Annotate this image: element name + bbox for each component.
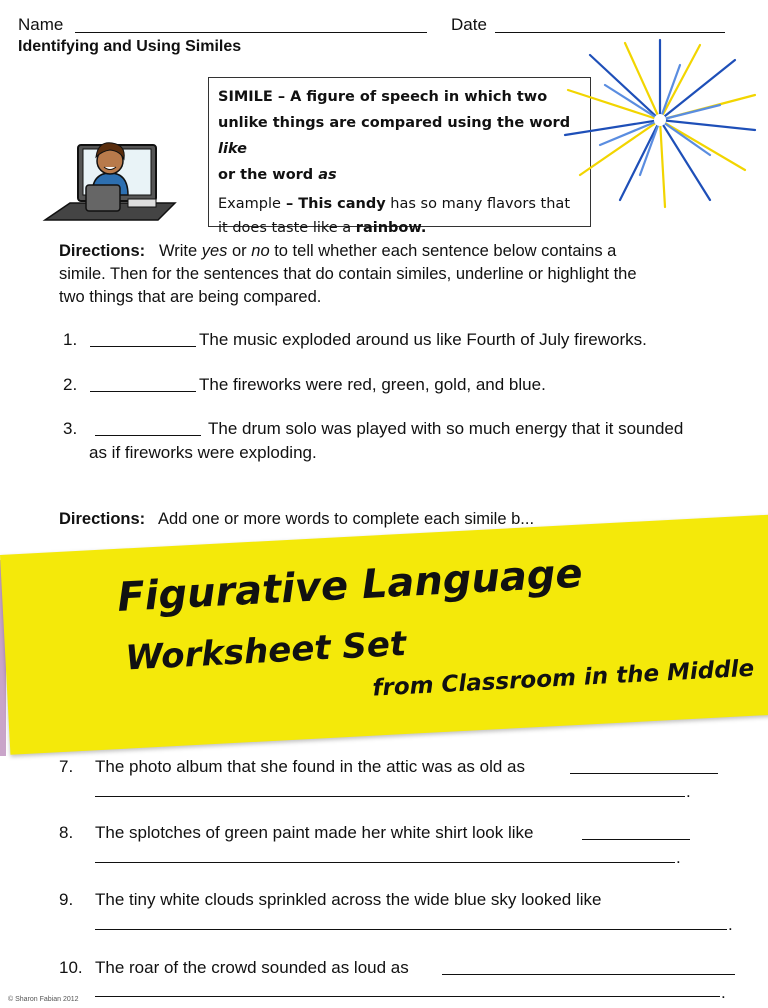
question-8-blank-b[interactable] bbox=[95, 862, 675, 863]
question-8-number: 8. bbox=[59, 823, 74, 842]
question-3-number: 3. bbox=[63, 419, 78, 438]
banner-title-line-2: Worksheet Set bbox=[124, 623, 408, 679]
question-10-number: 10. bbox=[59, 958, 83, 977]
copyright-notice: © Sharon Fabian 2012 bbox=[8, 996, 79, 1003]
definition-example: Example – This candy has so many flavors that it does taste like a rainbow. bbox=[218, 196, 571, 236]
question-7-number: 7. bbox=[59, 757, 74, 776]
question-2-number: 2. bbox=[63, 375, 78, 394]
question-9-period: . bbox=[728, 915, 733, 934]
question-1-text: The music exploded around us like Fourth of July fireworks. bbox=[199, 330, 647, 349]
definition-line-3: or the word as bbox=[218, 167, 337, 183]
banner-subtitle: from Classroom in the Middle bbox=[371, 655, 755, 702]
question-10-blank-b[interactable] bbox=[95, 996, 720, 997]
question-10-blank-a[interactable] bbox=[442, 974, 735, 975]
question-9-text: The tiny white clouds sprinkled across the wide blue sky looked like bbox=[95, 890, 602, 909]
question-3-answer-blank[interactable] bbox=[95, 435, 201, 436]
worksheet-title: Identifying and Using Similes bbox=[18, 38, 242, 55]
student-computer-illustration bbox=[40, 125, 180, 225]
question-7-text: The photo album that she found in the attic was as old as bbox=[95, 757, 525, 776]
question-9-blank[interactable] bbox=[95, 929, 727, 930]
question-10-text: The roar of the crowd sounded as loud as bbox=[95, 958, 409, 977]
question-8-blank-a[interactable] bbox=[582, 839, 690, 840]
question-1-answer-blank[interactable] bbox=[90, 346, 196, 347]
question-8-period: . bbox=[676, 848, 681, 867]
date-label: Date bbox=[451, 15, 487, 34]
directions-part-2: Directions: Add one or more words to complete each simile b... bbox=[59, 510, 535, 528]
question-3-text-continued: as if fireworks were exploding. bbox=[89, 443, 317, 462]
directions-part-1: Directions: Write yes or no to tell whether each sentence below contains a simile. Then for the sentences that do contain similes, underline or highlight the two things that are being compared. bbox=[59, 242, 637, 306]
question-7-period: . bbox=[686, 782, 691, 801]
question-8-text: The splotches of green paint made her white shirt look like bbox=[95, 823, 534, 842]
title-banner bbox=[0, 514, 768, 755]
question-7-blank-b[interactable] bbox=[95, 796, 685, 797]
name-field[interactable] bbox=[75, 32, 427, 33]
fireworks-illustration bbox=[560, 35, 760, 210]
definition-line-1: SIMILE – A figure of speech in which two bbox=[218, 89, 548, 105]
question-2-answer-blank[interactable] bbox=[90, 391, 196, 392]
question-9-number: 9. bbox=[59, 890, 74, 909]
question-2-text: The fireworks were red, green, gold, and blue. bbox=[199, 375, 546, 394]
question-7-blank-a[interactable] bbox=[570, 773, 718, 774]
question-1-number: 1. bbox=[63, 330, 78, 349]
date-field[interactable] bbox=[495, 32, 725, 33]
name-label: Name bbox=[18, 15, 64, 34]
simile-definition-box bbox=[208, 77, 591, 236]
question-3-text: The drum solo was played with so much energy that it sounded bbox=[208, 419, 684, 438]
question-10-period: . bbox=[721, 983, 726, 1002]
definition-line-2: unlike things are compared using the word like bbox=[218, 115, 571, 157]
banner-title-line-1: Figurative Language bbox=[116, 550, 584, 621]
